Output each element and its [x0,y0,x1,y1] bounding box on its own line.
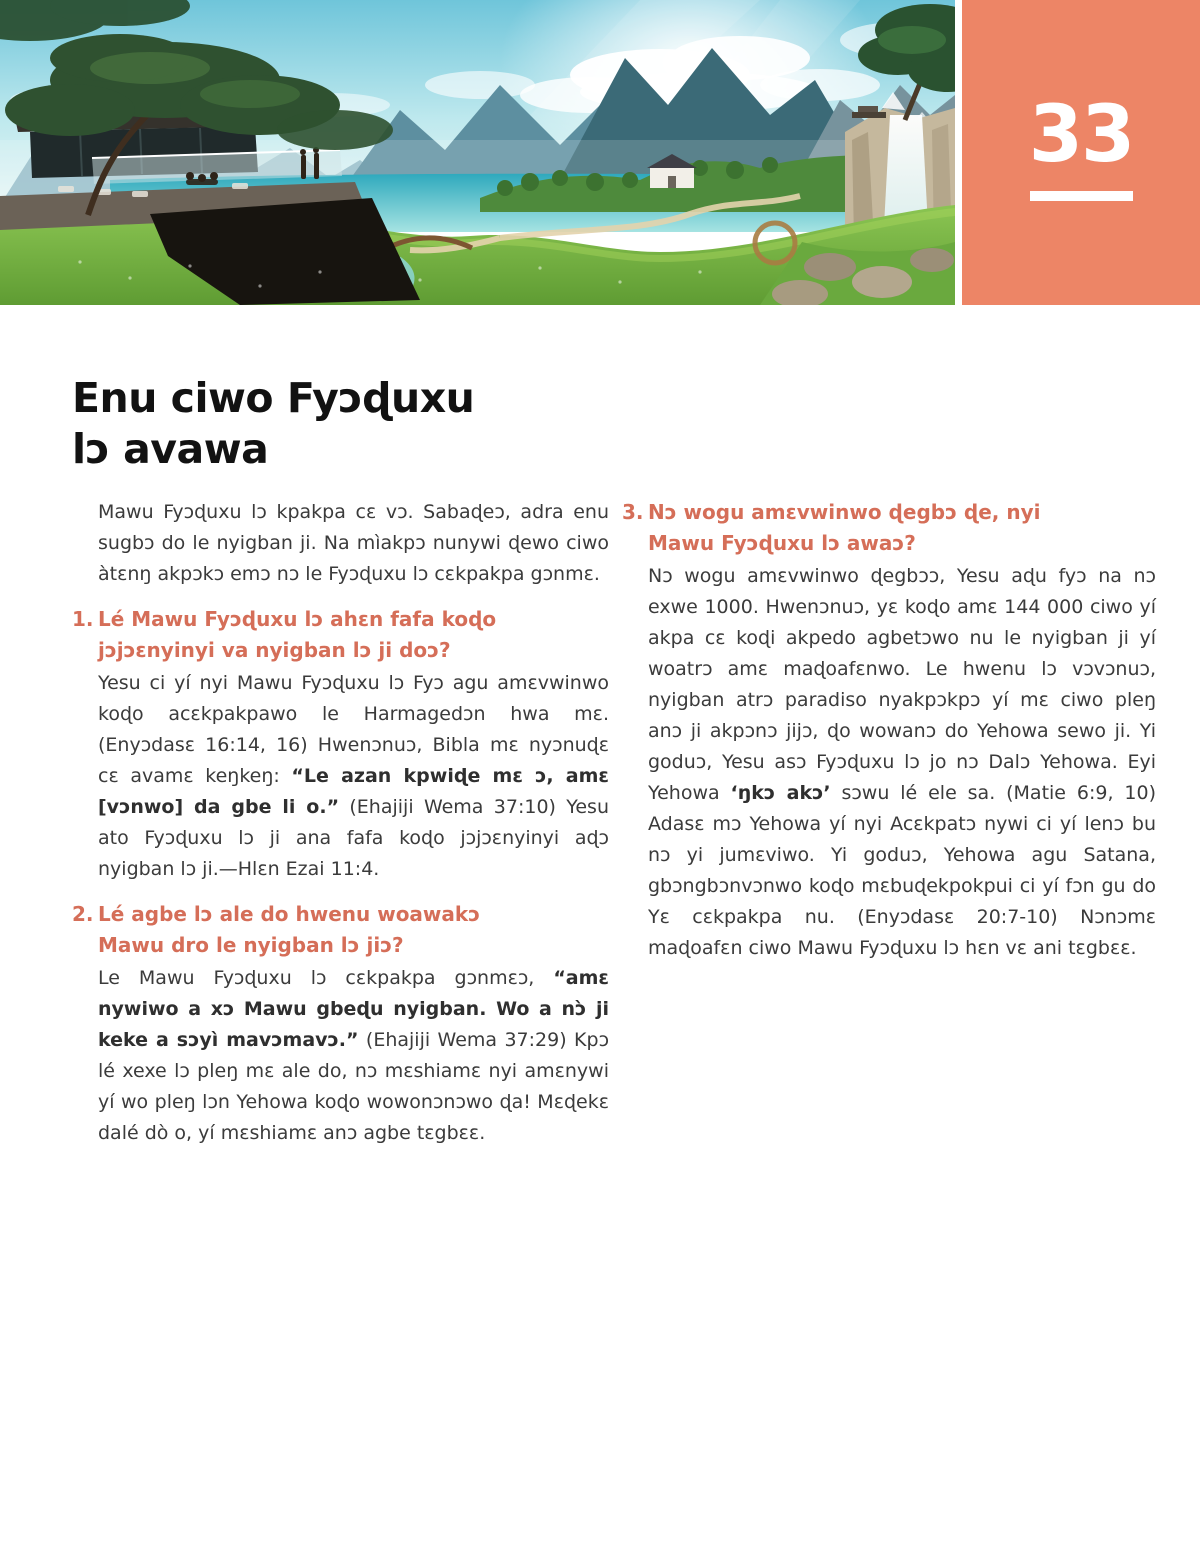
question-2-heading-row [72,899,609,961]
intro-paragraph: Mawu Fyɔɖuxu lɔ kpakpa cɛ vɔ. Sabaɖeɔ, adra enu sugbɔ do le nyigban ji. Na mìakpɔ nunywi ɖewo ciwo àtɛnŋ akpɔkɔ emɔ nɔ le Fyɔɖuxu lɔ cɛkpakpa gɔnmɛ. [98,501,609,585]
question-1-heading: Lé Mawu Fyɔɖuxu lɔ ahɛn fafa koɖo jɔjɔɛnyinyi va nyigban lɔ ji doɔ? [98,607,497,662]
lesson-number-underline [1030,191,1133,201]
question-block-1 [72,604,609,885]
question-2-heading: Lé agbe lɔ ale do hwenu woawakɔ Mawu dro le nyigban lɔ jiɔ? [98,902,481,957]
question-block-2 [72,899,609,1149]
page-title [72,373,474,475]
question-1-heading-row [72,604,609,666]
clifftop-house [852,112,886,118]
question-3-heading-row [622,497,1156,559]
right-column [622,497,1156,1149]
hero-photo [0,0,955,305]
lesson-number: 33 [1028,90,1134,180]
question-2-paragraph: Le Mawu Fyɔɖuxu lɔ cɛkpakpa gɔnmɛɔ, “amɛ nywiwo a xɔ Mawu gbeɖu nyigban. Wo a nɔ̀ ji keke a sɔyì mavɔmavɔ.” (Ehajiji Wema 37:29) Kpɔ lé xexe lɔ pleŋ mɛ ale do, nɔ mɛshiamɛ nyi amɛnywi yí wo pleŋ lɔn Yehowa koɖo wowonɔnɔwo ɖa! Mɛɖekɛ dalé dò o, yí mɛshiamɛ anɔ agbe tɛgbɛɛ. [98,967,610,1144]
content-columns [72,497,1156,1149]
question-1-number: 1. [72,607,94,631]
question-3-heading: Nɔ wogu amɛvwinwo ɖegbɔ ɖe, nyi Mawu Fyɔɖuxu lɔ awaɔ? [648,500,1041,555]
question-2-number: 2. [72,902,94,926]
left-column [72,497,609,1149]
page-title-line2: lɔ avawa [72,425,269,474]
question-1-paragraph: Yesu ci yí nyi Mawu Fyɔɖuxu lɔ Fyɔ agu amɛvwinwo koɖo acɛkpakpawo le Harmagedɔn hwa mɛ. (Enyɔdasɛ 16:14, 16) Hwenɔnuɔ, Bibla mɛ nyɔnuɖɛ cɛ avamɛ keŋkeŋ: “Le azan kpwiɖe mɛ ɔ, amɛ [vɔnwo] da gbe li o.” (Ehajiji Wema 37:10) Yesu ato Fyɔɖuxu lɔ ji ana fafa koɖo jɔjɔɛnyinyi aɖɔ nyigban lɔ ji.—Hlɛn Ezai 11:4. [98,672,609,880]
hero-illustration [0,0,955,305]
question-block-3 [622,497,1156,964]
page-title-line1: Enu ciwo Fyɔɖuxu [72,374,475,423]
question-3-number: 3. [622,500,644,524]
question-3-paragraph: Nɔ wogu amɛvwinwo ɖegbɔɔ, Yesu aɖu fyɔ na nɔ exwe 1000. Hwenɔnuɔ, yɛ koɖo amɛ 144 000 ciwo yí akpa cɛ koɖi akpedo agbetɔwo nu le nyigban ji yí woatrɔ amɛ maɖoafɛnwo. Le hwenu lɔ vɔvɔnuɔ, nyigban atrɔ paradiso nyakpɔkpɔ yí mɛ ciwo pleŋ anɔ ji akpɔnɔ jijɔ, ɖo wowanɔ do Yehowa sewo ji. Yi goduɔ, Yesu asɔ Fyɔɖuxu lɔ jo nɔ Dalɔ Yehowa. Eyi Yehowa ‘ŋkɔ akɔ’ sɔwu lé ele sa. (Matie 6:9, 10) Adasɛ mɔ Yehowa yí nyi Acɛkpatɔ nywi ci yí lenɔ bu nɔ yi jumɛviwo. Yi goduɔ, Yehowa agu Satana, gbɔngbɔnvɔnwo koɖo mɛbuɖekpokpui ci yí fɔn gu do Yɛ cɛkpakpa nu. (Enyɔdasɛ 20:7-10) Nɔnɔmɛ maɖoafɛn ciwo Mawu Fyɔɖuxu lɔ hɛn vɛ ani tɛgbɛɛ. [648,565,1156,959]
waterfall [884,115,928,226]
lesson-number-tab [962,0,1200,305]
